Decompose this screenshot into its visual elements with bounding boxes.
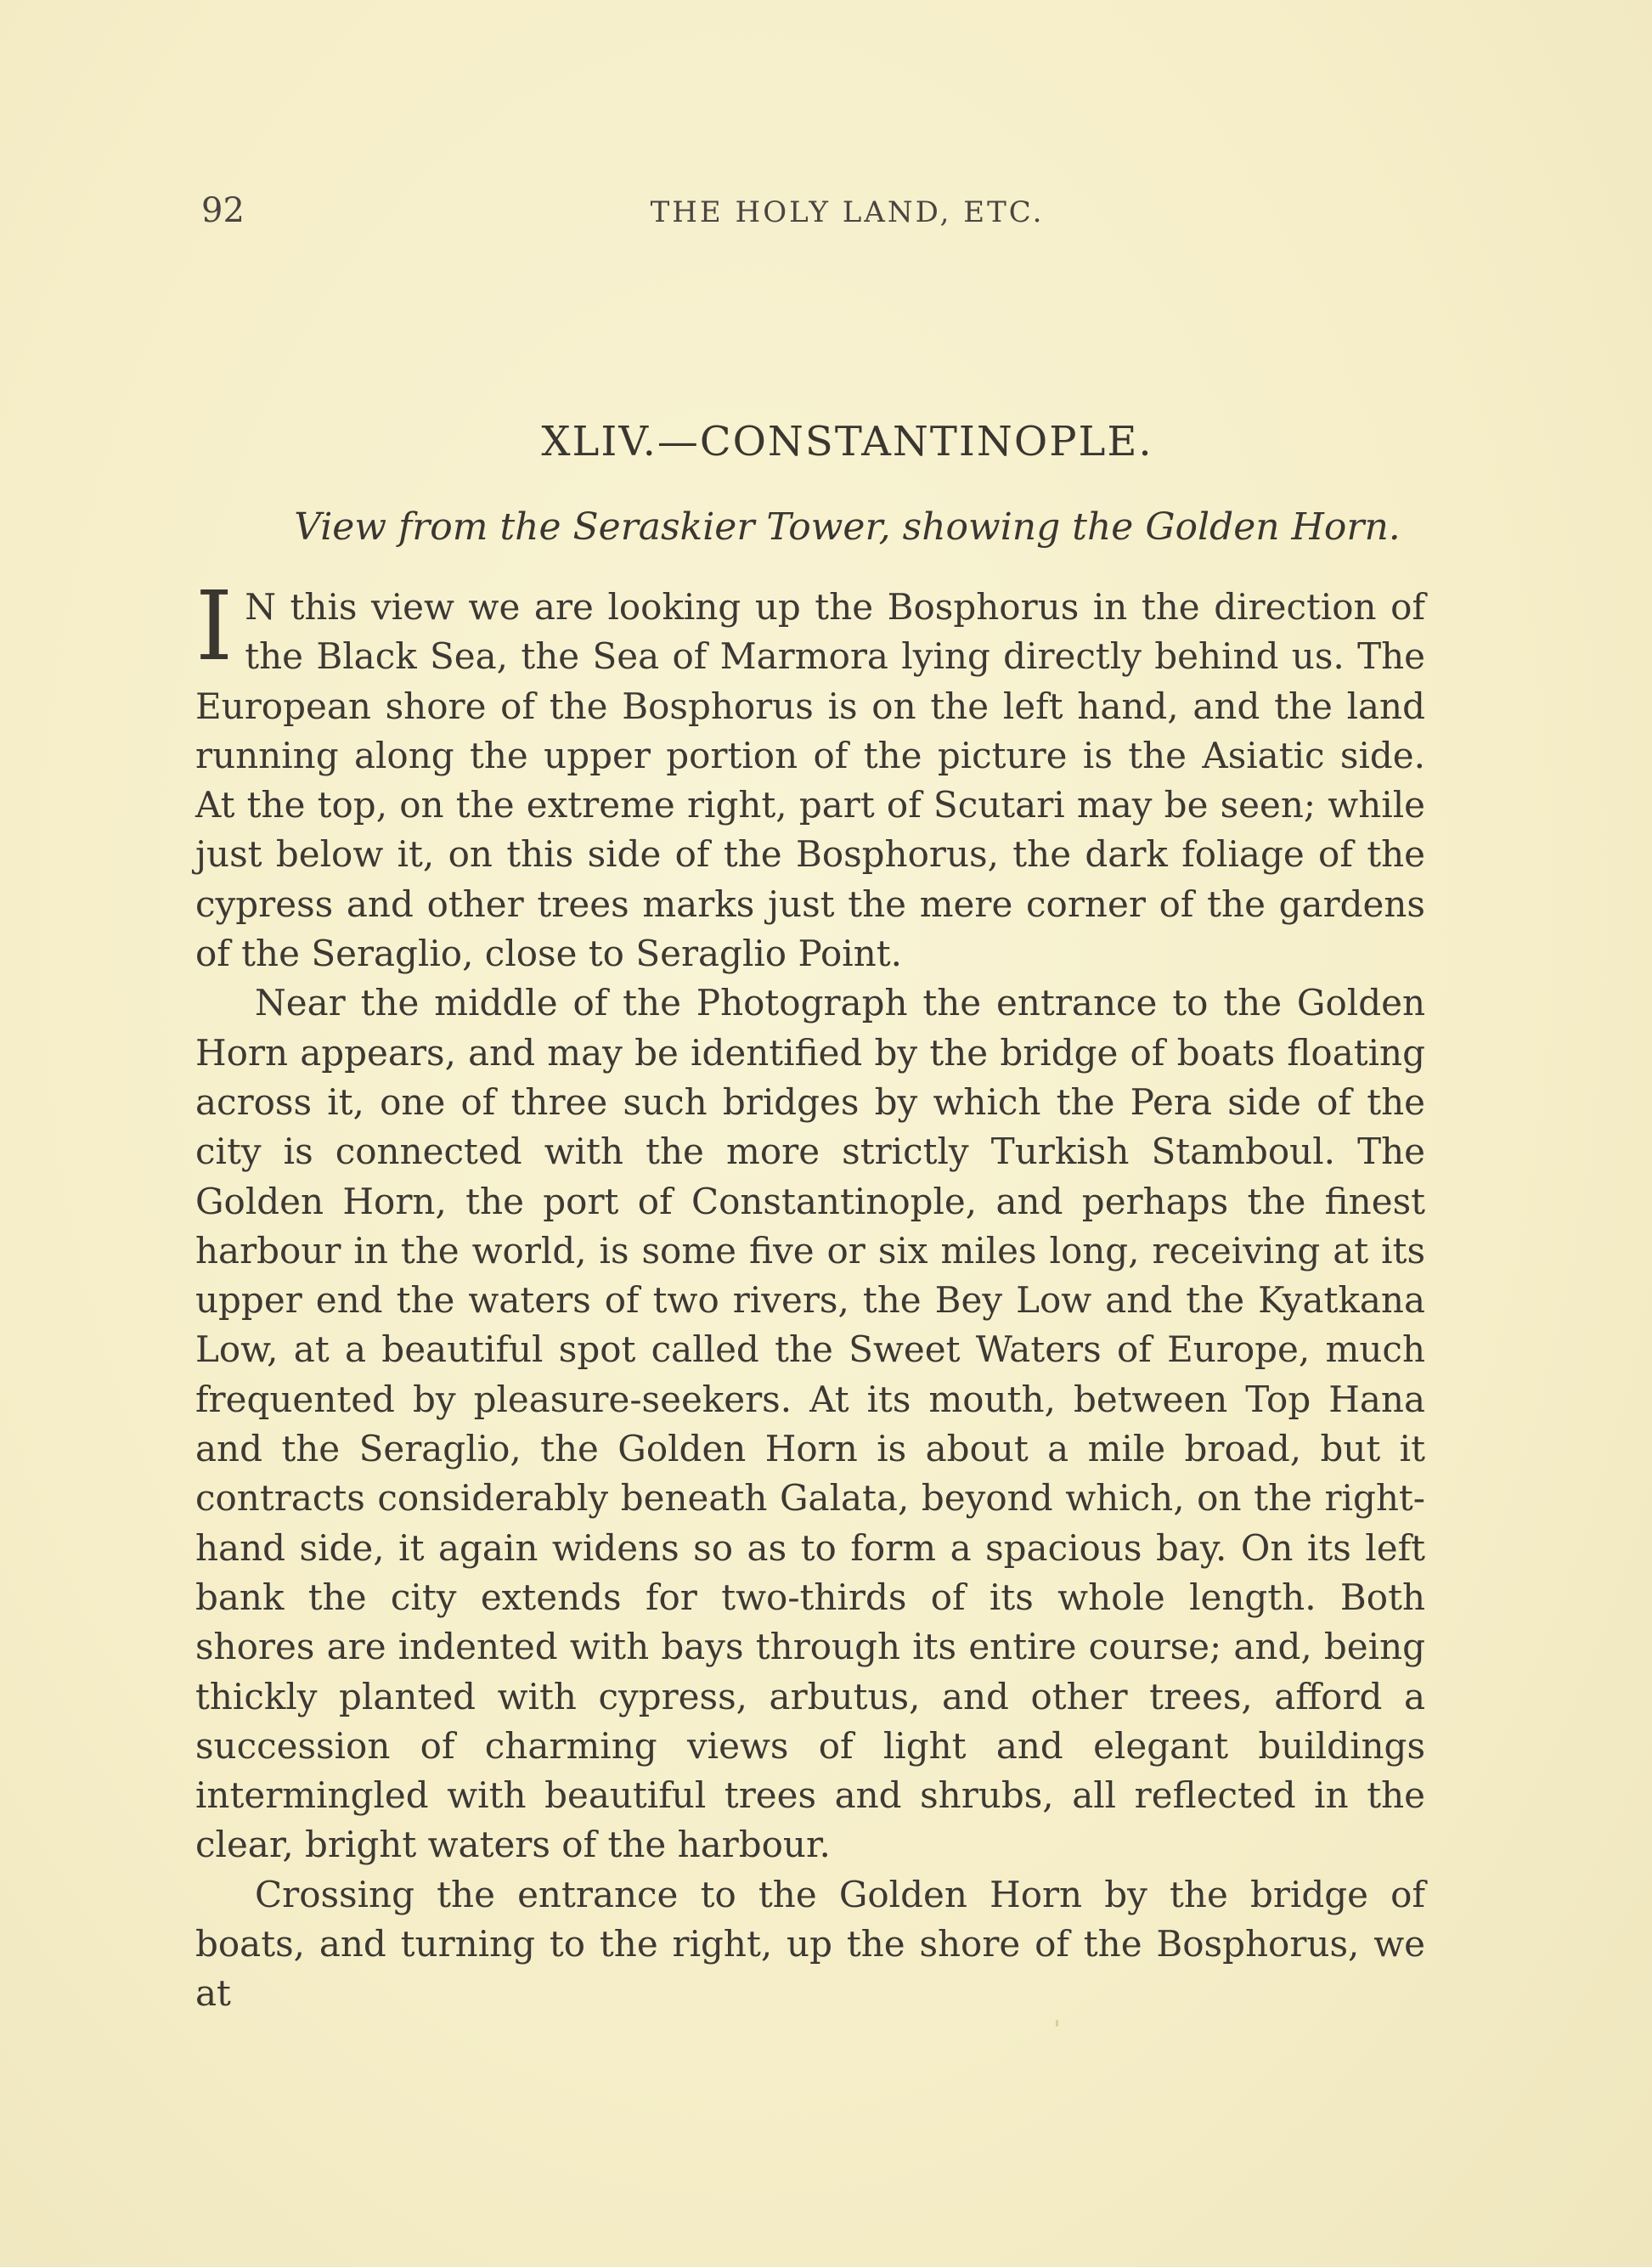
body-text <box>195 572 1425 2019</box>
chapter-subtitle: View from the Seraskier Tower, showing the Golden Horn. <box>294 505 1401 549</box>
paragraph-3: Crossing the entrance to the Golden Horn by the bridge of boats, and turning to the right, up the shore of the Bosphorus, we at <box>195 1873 1425 2015</box>
page-number: 92 <box>201 191 245 230</box>
paper-speck <box>1056 2020 1058 2027</box>
chapter-title: XLIV.—CONSTANTINOPLE. <box>541 418 1153 465</box>
paragraph-2: Near the middle of the Photograph the entrance to the Golden Horn appears, and may be identified by the bridge of boats floating across it, one of three such bridges by which the Pera side of the city is connected with the more strictly Turkish Stamboul. The Golden Horn, the port of Constantinople, and perhaps the finest harbour in the world, is some five or six miles long, receiving at its upper end the waters of two rivers, the Bey Low and the Kyatkana Low, at a beautiful spot called the Sweet Waters of Europe, much frequented by pleasure-seekers. At its mouth, between Top Hana and the Seraglio, the Golden Horn is about a mile broad, but it contracts considerably beneath Galata, beyond which, on the right-hand side, it again widens so as to form a spacious bay. On its left bank the city extends for two-thirds of its whole length. Both shores are indented with bays through its entire course; and, being thickly planted with cypress, arbutus, and other trees, afford a succession of charming views of light and elegant buildings intermingled with beautiful trees and shrubs, all reflected in the clear, bright waters of the harbour. <box>195 982 1425 1866</box>
paragraph-1-text: N this view we are looking up the Bosphorus in the direction of the Black Sea, the Sea of Marmora lying directly behind us. The European shore of the Bosphorus is on the left hand, and the land running along the upper portion of the picture is the Asiatic side. At the top, on the extreme right, part of Scutari may be seen; while just below it, on this side of the Bosphorus, the dark foliage of the cypress and other trees marks just the mere corner of the gardens of the Seraglio, close to Seraglio Point. <box>195 586 1425 975</box>
drop-cap: I <box>195 572 234 682</box>
running-head: THE HOLY LAND, ETC. <box>650 195 1045 229</box>
paragraph-1 <box>195 572 1425 978</box>
